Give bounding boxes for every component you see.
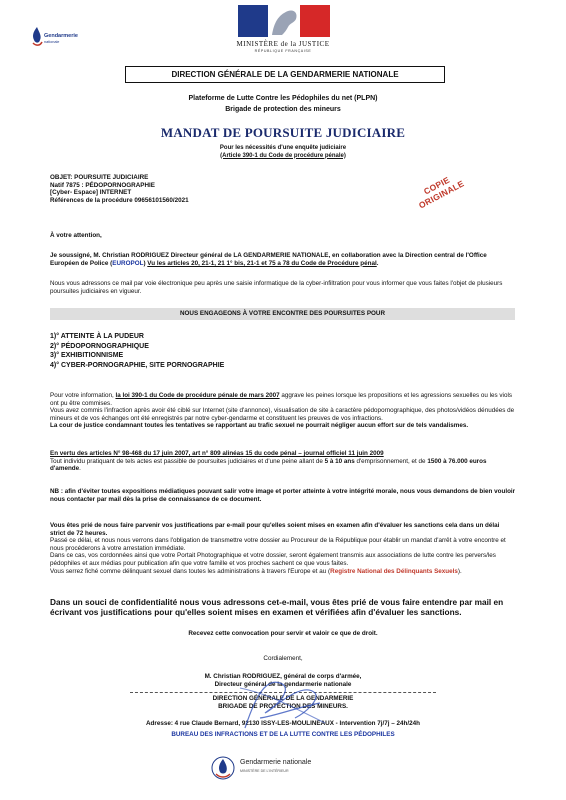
cyber-line: [Cyber- Espace] INTERNET	[50, 189, 132, 197]
brigade-line: BRIGADE DE PROTECTION DES MINEURS.	[218, 702, 348, 710]
brigade-name: Brigade de protection des mineurs	[225, 106, 341, 113]
p4-text-f: .	[79, 465, 81, 473]
objet-block	[50, 174, 380, 204]
p4-years-text: 5 à 10 ans	[324, 457, 355, 465]
signatory-title: Directeur général de la gendarmerie nationale	[214, 680, 352, 688]
p6-text-f: ).	[457, 567, 462, 575]
p4-amount-text: 1500 à 76.000 euros d'amende	[50, 457, 487, 473]
gendarmerie-logo-title: Gendarmerie	[44, 33, 78, 39]
poursuites-band: NOUS ENGAGEONS À VOTRE ENCONTRE DES POURSUITES POUR	[50, 308, 515, 320]
copie-originale-stamp: COPIE ORIGINALE	[416, 174, 466, 211]
paragraph-justifications	[50, 522, 516, 575]
paragraph-confidentialite: Dans un souci de confidentialité nous vous adressons cet-e-mail, vous êtes prié de vous faire entendre par mail en écrivant vos justifications pour qu'elles soient mises en examen et vérifiées afin d'évaluer les sanctions.	[50, 597, 504, 617]
p3-text-a: Pour votre information,	[50, 392, 116, 399]
p3-text-e: La cour de justice condamnant toutes les tentatives se rapportant au trafic sexuel ne pourrait négliger aucun effort sur de tels vandalismes.	[50, 422, 469, 430]
paragraph-soussigne	[50, 252, 516, 267]
subtitle-line-2: (Article 390-1 du Code de procédure pénale)	[220, 152, 346, 159]
p1-text-a: Je soussigné, M. Christian RODRIGUEZ Directeur général de LA GENDARMERIE NATIONALE, en collaboration avec la Direction central de l'Office Européen de Police (	[50, 252, 487, 267]
direction-header-box: DIRECTION GÉNÉRALE DE LA GENDARMERIE NATIONALE	[125, 66, 445, 83]
plateforme-name: Plateforme de Lutte Contre les Pédophiles du net (PLPN)	[188, 95, 378, 102]
registre-text: Registre National des Délinquants Sexuels	[330, 567, 458, 575]
reference-line: Références de la procédure 09656101560/2021	[50, 196, 189, 204]
paragraph-nb: NB : afin d'éviter toutes expositions médiatiques pouvant salir votre image et porter atteinte à votre intégrité morale, nous vous demandons de bien vouloir nous contacter par mail dès la prise de connaissance de ce document.	[50, 488, 516, 503]
p6-text-c: Dans ce cas, vos cordonnées ainsi que votre Portait Photographique et votre dossier, seront également transmis aux associations de lutte contre les pervers/les pédophiles et aux médias pour publication afin que votre famille et vos proches sachent ce que vous faites.	[50, 552, 496, 567]
cordialement-line: Cordialement,	[263, 655, 303, 662]
gendarmerie-logo	[30, 26, 100, 56]
infraction-item: 4)° CYBER-PORNOGRAPHIE, SITE PORNOGRAPHIE	[50, 361, 225, 369]
p3-law-text: la loi 390-1 du Code de procédure pénale de mars 2007	[115, 392, 280, 399]
p1-text-d: .	[376, 259, 379, 267]
signatory-name: M. Christian RODRIGUEZ, général de corps d'armée,	[204, 673, 362, 680]
infraction-item: 3)° EXHIBITIONNISME	[50, 352, 124, 359]
footer-gendarmerie-logo	[210, 755, 350, 783]
document-subtitle	[150, 145, 416, 160]
direction-line: DIRECTION GÉNÉRALE DE LA GENDARMERIE	[212, 695, 354, 703]
attention-line: À votre attention,	[50, 232, 102, 239]
footer-logo-text: Gendarmerie nationale	[240, 759, 312, 766]
p4-articles-text: En vertu des articles N° 98-468 du 17 juin 2007, art n° 809 alinéas 15 du code pénal – journal officiel 11 juin 2009	[50, 450, 384, 457]
paragraph-articles	[50, 450, 516, 473]
p3-text-d: Vous avez commis l'infraction après avoir été ciblé sur Internet (site d'annonce), visualisation de site à caractère pédopornographique, des photos/vidéos dénudées de mineurs et de vos échanges ont été enregistrés par notre cyber-gendarme et constituent les preuves de vos infractions.	[50, 407, 515, 422]
europol-text: EUROPOL	[112, 259, 144, 267]
p4-text-d: d'emprisonnement, et de	[354, 457, 428, 465]
bureau-line: BUREAU DES INFRACTIONS ET DE LA LUTTE CONTRE LES PÉDOPHILES	[171, 731, 395, 738]
gendarmerie-logo-sub: nationale	[44, 40, 60, 44]
ministere-subtitle: RÉPUBLIQUE FRANÇAISE	[254, 49, 312, 53]
p3-text-c: aggrave les peines lorsque les propositions et les agressions sexuelles ou les viols ont pu être commises.	[50, 392, 513, 407]
marianne-logo	[238, 5, 330, 37]
ministere-title: MINISTÈRE de la JUSTICE	[236, 40, 330, 48]
objet-line: OBJET: POURSUITE JUDICIAIRE	[50, 174, 149, 181]
subtitle-line-1: Pour les nécessités d'une enquête judiciaire	[219, 145, 347, 151]
plateforme-block	[120, 93, 446, 115]
flame-icon	[30, 26, 44, 48]
handwritten-signature	[225, 668, 335, 738]
gendarmerie-footer-icon	[210, 755, 236, 781]
document-title: MANDAT DE POURSUITE JUDICIAIRE	[160, 125, 406, 140]
p4-text-b: Tout individu pratiquant de tels actes est passible de poursuites judiciaires et d'une peine allant de	[50, 457, 325, 465]
address-line: Adresse: 4 rue Claude Bernard, 92130 ISSY-LES-MOULINEAUX - Intervention 7j/7j – 24h/24h	[145, 720, 420, 727]
infractions-list	[50, 332, 350, 370]
paragraph-loi	[50, 392, 516, 430]
p6-text-b: Passé ce délai, et nous nous verrons dans l'obligation de transmettre votre dossier au Procureur de la République pour établir un mandat d'arrêt à votre encontre et nous procéderons à votre arrestation immédiate.	[50, 537, 506, 552]
marianne-icon	[238, 5, 330, 37]
footer-logo-sub: MINISTÈRE DE L'INTÉRIEUR	[240, 769, 289, 773]
natif-line: Natif 7875 : PÉDOPORNOGRAPHIE	[50, 181, 155, 189]
convocation-line: Recevez cette convocation pour servir et valoir ce que de droit.	[188, 630, 378, 637]
p6-text-d: Vous serrez fiché comme délinquant sexuel dans toutes les administrations à travers l'Europe et au (	[50, 567, 331, 575]
p6-text-a: Vous êtes prié de nous faire parvenir vos justifications par e-mail pour qu'elles soient mises en examen afin d'évaluer les sanctions cela dans un délai strict de 72 heures.	[50, 522, 500, 537]
paragraph-mail: Nous vous adressons ce mail par voie électronique peu après une saisie informatique de la cyber-infiltration pour vous informer que vous faites l'objet de plusieurs poursuites judiciaires en vigueur.	[50, 280, 503, 295]
p1-articles-text: Vu les articles 20, 21-1, 21 1° bis, 21-1 et 75 a 78 du Code de Procédure pénal	[147, 259, 377, 267]
infraction-item: 2)° PÉDOPORNOGRAPHIQUE	[50, 342, 149, 350]
p1-text-b: )	[143, 259, 148, 267]
infraction-item: 1)° ATTEINTE À LA PUDEUR	[50, 333, 144, 340]
